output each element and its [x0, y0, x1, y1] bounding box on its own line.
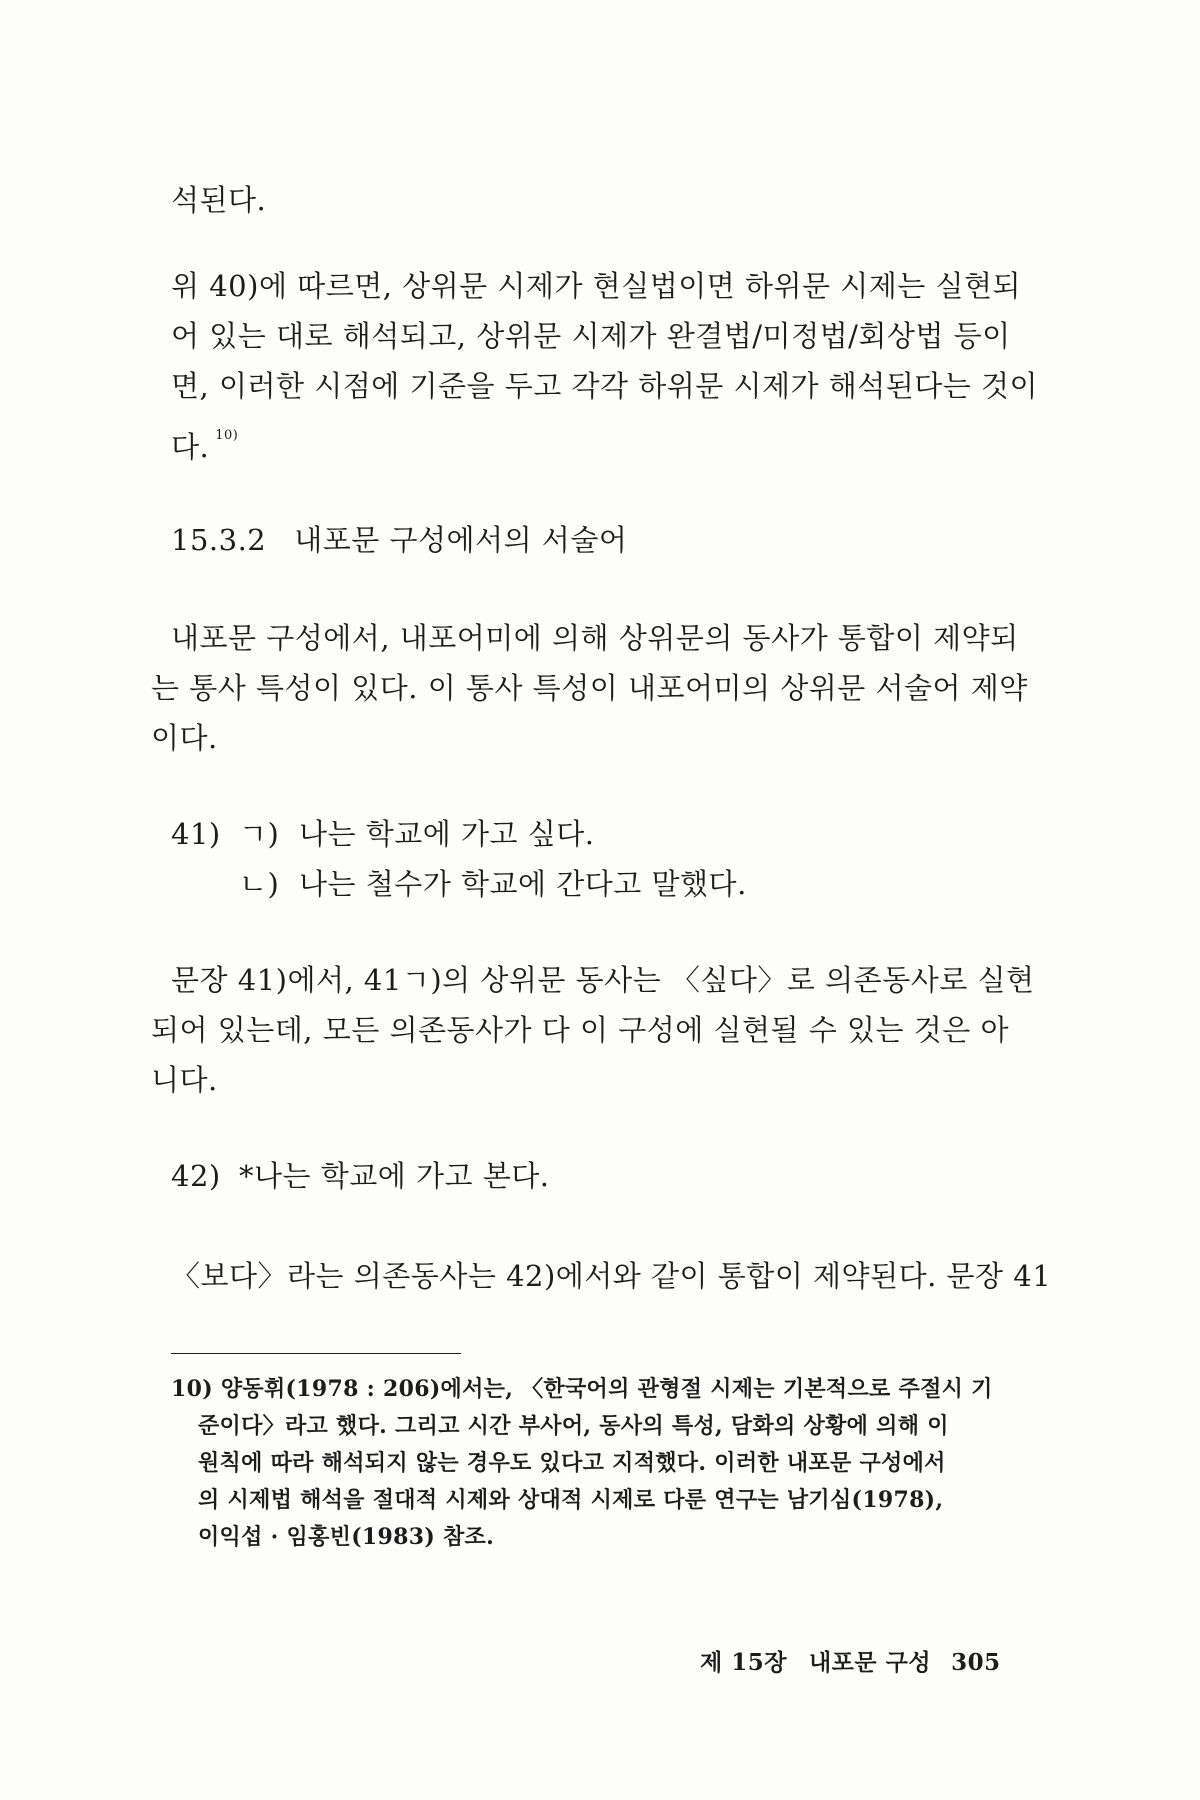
- footer-title: 내포문 구성: [808, 1649, 932, 1676]
- para-3-line-1: 문장 41)에서, 41ㄱ)의 상위문 동사는 〈싶다〉로 의존동사로 실현: [171, 963, 1035, 997]
- footnote-line-5: 이익섭 · 임홍빈(1983) 참조.: [198, 1524, 495, 1550]
- footnote-line-2: 준이다〉라고 했다. 그리고 시간 부사어, 동사의 특성, 담화의 상황에 의해 이: [198, 1413, 949, 1439]
- footnote-line-1: 10) 양동휘(1978 : 206)에서는, 〈한국어의 관형절 시제는 기본적으로 주절시 기: [171, 1376, 993, 1402]
- footnote-line-4: 의 시제법 해석을 절대적 시제와 상대적 시제로 다룬 연구는 남기심(1978),: [198, 1487, 944, 1513]
- para-1-line-1: 위 40)에 따르면, 상위문 시제가 현실법이면 하위문 시제는 실현되: [171, 269, 1022, 303]
- footnote-reference: 10): [215, 428, 239, 443]
- continuation-line: 석된다.: [171, 183, 267, 217]
- para-1-line-4: [171, 416, 238, 467]
- example-41-label: 41): [171, 817, 221, 851]
- para-1-line-2: 어 있는 대로 해석되고, 상위문 시제가 완결법/미정법/회상법 등이: [171, 319, 1011, 353]
- para-4-line-1: 〈보다〉라는 의존동사는 42)에서와 같이 통합이 제약된다. 문장 41: [171, 1259, 1052, 1293]
- section-heading: [171, 520, 627, 560]
- footnote-line-3: 원칙에 따라 해석되지 않는 경우도 있다고 지적했다. 이러한 내포문 구성에서: [198, 1450, 946, 1476]
- example-41-b-label: ㄴ): [239, 867, 280, 901]
- section-title: 내포문 구성에서의 서술어: [294, 523, 628, 557]
- para-2-line-2: 는 통사 특성이 있다. 이 통사 특성이 내포어미의 상위문 서술어 제약: [151, 671, 1028, 705]
- example-41-a-text: 나는 학교에 가고 싶다.: [299, 817, 595, 851]
- para-3-line-3: 니다.: [151, 1063, 218, 1097]
- page-number: 305: [951, 1649, 1001, 1676]
- para-2-line-3: 이다.: [151, 721, 218, 755]
- example-41-a: [171, 814, 595, 854]
- para-1-line-4-text: 다.: [171, 430, 210, 464]
- para-1-line-3: 면, 이러한 시점에 기준을 두고 각각 하위문 시제가 해석된다는 것이: [171, 369, 1039, 403]
- section-number: 15.3.2: [171, 523, 267, 557]
- example-41-a-label: ㄱ): [239, 817, 280, 851]
- example-41-b-text: 나는 철수가 학교에 간다고 말했다.: [299, 867, 747, 901]
- para-3-line-2: 되어 있는데, 모든 의존동사가 다 이 구성에 실현될 수 있는 것은 아: [151, 1013, 1009, 1047]
- footer-chapter: 제 15장: [700, 1649, 787, 1676]
- running-footer: [700, 1644, 1001, 1677]
- example-42: [171, 1156, 550, 1196]
- example-42-text: *나는 학교에 가고 본다.: [239, 1159, 550, 1193]
- example-42-label: 42): [171, 1159, 221, 1193]
- example-41-b: [239, 864, 747, 904]
- para-2-line-1: 내포문 구성에서, 내포어미에 의해 상위문의 동사가 통합이 제약되: [171, 621, 1019, 655]
- footnote-divider: [171, 1353, 461, 1354]
